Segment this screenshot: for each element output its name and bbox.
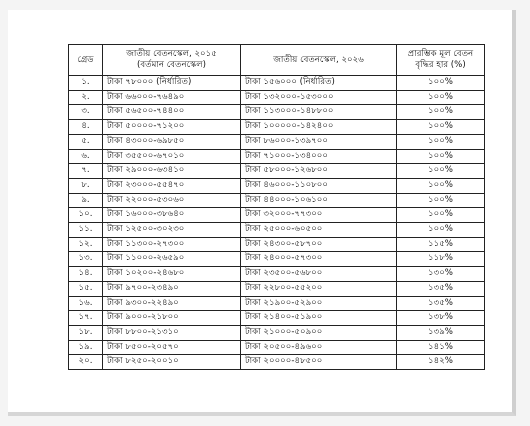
- cell-grade: ১৪.: [69, 267, 103, 282]
- cell-old-scale: টাকা ৫৬৫০০-৭৪৪০০: [103, 105, 241, 120]
- table-row: [69, 164, 485, 179]
- table-row: [69, 237, 485, 252]
- header-increase-rate: [397, 45, 485, 76]
- cell-grade: ৭.: [69, 164, 103, 179]
- cell-increase-rate: ১০০%: [397, 164, 485, 179]
- cell-increase-rate: ১৩০%: [397, 267, 485, 282]
- cell-grade: ৪.: [69, 120, 103, 135]
- cell-old-scale: টাকা ১০২০০-২৪৬৮০: [103, 267, 241, 282]
- cell-old-scale: টাকা ৮২৫০-২০০১০: [103, 355, 241, 370]
- cell-increase-rate: ১৩৮%: [397, 311, 485, 326]
- cell-increase-rate: ১০০%: [397, 134, 485, 149]
- cell-old-scale: টাকা ৪৩০০০-৬৯৮৫০: [103, 134, 241, 149]
- pay-scale-table: [68, 44, 485, 370]
- document-page: [8, 10, 516, 416]
- cell-increase-rate: ১০০%: [397, 120, 485, 135]
- cell-grade: ৮.: [69, 178, 103, 193]
- cell-new-scale: টাকা ২১৯০০-৫২৯০০: [241, 296, 397, 311]
- cell-grade: ৬.: [69, 149, 103, 164]
- header-rate-title: প্রারম্ভিক মূল বেতন: [407, 49, 474, 59]
- cell-grade: ৫.: [69, 134, 103, 149]
- cell-old-scale: টাকা ৩৫৫০০-৬৭০১০: [103, 149, 241, 164]
- cell-old-scale: টাকা ৯৭০০-২৩৪৯০: [103, 281, 241, 296]
- cell-increase-rate: ১০০%: [397, 223, 485, 238]
- table-row: [69, 325, 485, 340]
- cell-increase-rate: ১১৮%: [397, 252, 485, 267]
- table-row: [69, 120, 485, 135]
- cell-new-scale: টাকা ১৫৬০০০ (নির্ধারিত): [241, 76, 397, 91]
- cell-increase-rate: ১১৫%: [397, 237, 485, 252]
- cell-new-scale: টাকা ১৩২০০০-১৫৩০০০: [241, 90, 397, 105]
- cell-grade: ১৮.: [69, 325, 103, 340]
- header-grade: গ্রেড: [69, 45, 103, 76]
- header-rate-subtitle: বৃদ্ধির হার (%): [415, 60, 466, 70]
- table-row: [69, 281, 485, 296]
- cell-grade: ১.: [69, 76, 103, 91]
- cell-new-scale: টাকা ২১০০০-৫০৯০০: [241, 325, 397, 340]
- cell-old-scale: টাকা ১৬০০০-৩৮৬৪০: [103, 208, 241, 223]
- table-row: [69, 149, 485, 164]
- cell-increase-rate: ১৪১%: [397, 340, 485, 355]
- table-row: [69, 208, 485, 223]
- table-row: [69, 296, 485, 311]
- table-row: [69, 76, 485, 91]
- cell-increase-rate: ১০০%: [397, 178, 485, 193]
- cell-increase-rate: ১৪২%: [397, 355, 485, 370]
- cell-old-scale: টাকা ২৩০০০-৫৫৪৭০: [103, 178, 241, 193]
- cell-new-scale: টাকা ২৫০০০-৬০৫০০: [241, 223, 397, 238]
- cell-new-scale: টাকা ৭১০০০-১৩৪০০০: [241, 149, 397, 164]
- table-row: [69, 90, 485, 105]
- cell-grade: ১৩.: [69, 252, 103, 267]
- cell-new-scale: টাকা ১০০০০০-১৪২৪০০: [241, 120, 397, 135]
- cell-increase-rate: ১০০%: [397, 105, 485, 120]
- cell-new-scale: টাকা ১১৩০০০-১৪৮৮০০: [241, 105, 397, 120]
- cell-grade: ১৭.: [69, 311, 103, 326]
- cell-grade: ১৯.: [69, 340, 103, 355]
- cell-grade: ৩.: [69, 105, 103, 120]
- cell-old-scale: টাকা ৬৬০০০-৭৬৪৯০: [103, 90, 241, 105]
- cell-old-scale: টাকা ২২০০০-৫৩০৬০: [103, 193, 241, 208]
- cell-grade: ১৫.: [69, 281, 103, 296]
- cell-grade: ১০.: [69, 208, 103, 223]
- cell-old-scale: টাকা ১১৩০০-২৭৩০০: [103, 237, 241, 252]
- cell-old-scale: টাকা ৮৮০০-২১৩১০: [103, 325, 241, 340]
- cell-new-scale: টাকা ২৩৫০০-৫৬৮০০: [241, 267, 397, 282]
- cell-increase-rate: ১০০%: [397, 90, 485, 105]
- table-row: [69, 134, 485, 149]
- cell-increase-rate: ১৩৫%: [397, 281, 485, 296]
- header-old-scale-title: জাতীয় বেতনস্কেল, ২০১৫: [126, 49, 217, 59]
- cell-increase-rate: ১০০%: [397, 193, 485, 208]
- table-row: [69, 252, 485, 267]
- cell-increase-rate: ১০০%: [397, 149, 485, 164]
- cell-increase-rate: ১৩৯%: [397, 325, 485, 340]
- table-row: [69, 105, 485, 120]
- cell-old-scale: টাকা ১২৫০০-৩০২৩০: [103, 223, 241, 238]
- cell-old-scale: টাকা ৯০০০-২১৮০০: [103, 311, 241, 326]
- cell-grade: ১১.: [69, 223, 103, 238]
- cell-increase-rate: ১০০%: [397, 208, 485, 223]
- cell-grade: ২০.: [69, 355, 103, 370]
- cell-new-scale: টাকা ২৪৩০০-৫৮৭০০: [241, 237, 397, 252]
- table-row: [69, 178, 485, 193]
- cell-new-scale: টাকা ৩২০০০-৭৭৩০০: [241, 208, 397, 223]
- table-row: [69, 340, 485, 355]
- cell-old-scale: টাকা ৫০০০০-৭১২০০: [103, 120, 241, 135]
- header-old-scale: [103, 45, 241, 76]
- cell-new-scale: টাকা ৮৬০০০-১৩৯৭০০: [241, 134, 397, 149]
- table-row: [69, 355, 485, 370]
- cell-grade: ৯.: [69, 193, 103, 208]
- table-row: [69, 311, 485, 326]
- cell-grade: ২.: [69, 90, 103, 105]
- cell-old-scale: টাকা ২৯০০০-৬৩৪১০: [103, 164, 241, 179]
- cell-old-scale: টাকা ১১০০০-২৬৫৯০: [103, 252, 241, 267]
- table-header-row: [69, 45, 485, 76]
- cell-grade: ১২.: [69, 237, 103, 252]
- cell-new-scale: টাকা ২০৫০০-৪৯৬০০: [241, 340, 397, 355]
- cell-increase-rate: ১০০%: [397, 76, 485, 91]
- cell-new-scale: টাকা ৪৬০০০-১১০৮০০: [241, 178, 397, 193]
- header-old-scale-subtitle: (বর্তমান বেতনস্কেল): [137, 60, 206, 70]
- cell-new-scale: টাকা ২১৪০০-৫১৯০০: [241, 311, 397, 326]
- table-row: [69, 267, 485, 282]
- cell-old-scale: টাকা ৯৩০০-২২৪৯০: [103, 296, 241, 311]
- cell-grade: ১৬.: [69, 296, 103, 311]
- table-row: [69, 193, 485, 208]
- cell-old-scale: টাকা ৭৮০০০ (নির্ধারিত): [103, 76, 241, 91]
- cell-increase-rate: ১৩৫%: [397, 296, 485, 311]
- header-new-scale: জাতীয় বেতনস্কেল, ২০২৬: [241, 45, 397, 76]
- cell-new-scale: টাকা ২০০০০-৪৮৫০০: [241, 355, 397, 370]
- table-row: [69, 223, 485, 238]
- cell-old-scale: টাকা ৮৫০০-২০৫৭০: [103, 340, 241, 355]
- cell-new-scale: টাকা ২২৮০০-৫৫২০০: [241, 281, 397, 296]
- cell-new-scale: টাকা ৫৮০০০-১২৬৮০০: [241, 164, 397, 179]
- cell-new-scale: টাকা ৪৪০০০-১০৬১০০: [241, 193, 397, 208]
- cell-new-scale: টাকা ২৪০০০-৫৭৩০০: [241, 252, 397, 267]
